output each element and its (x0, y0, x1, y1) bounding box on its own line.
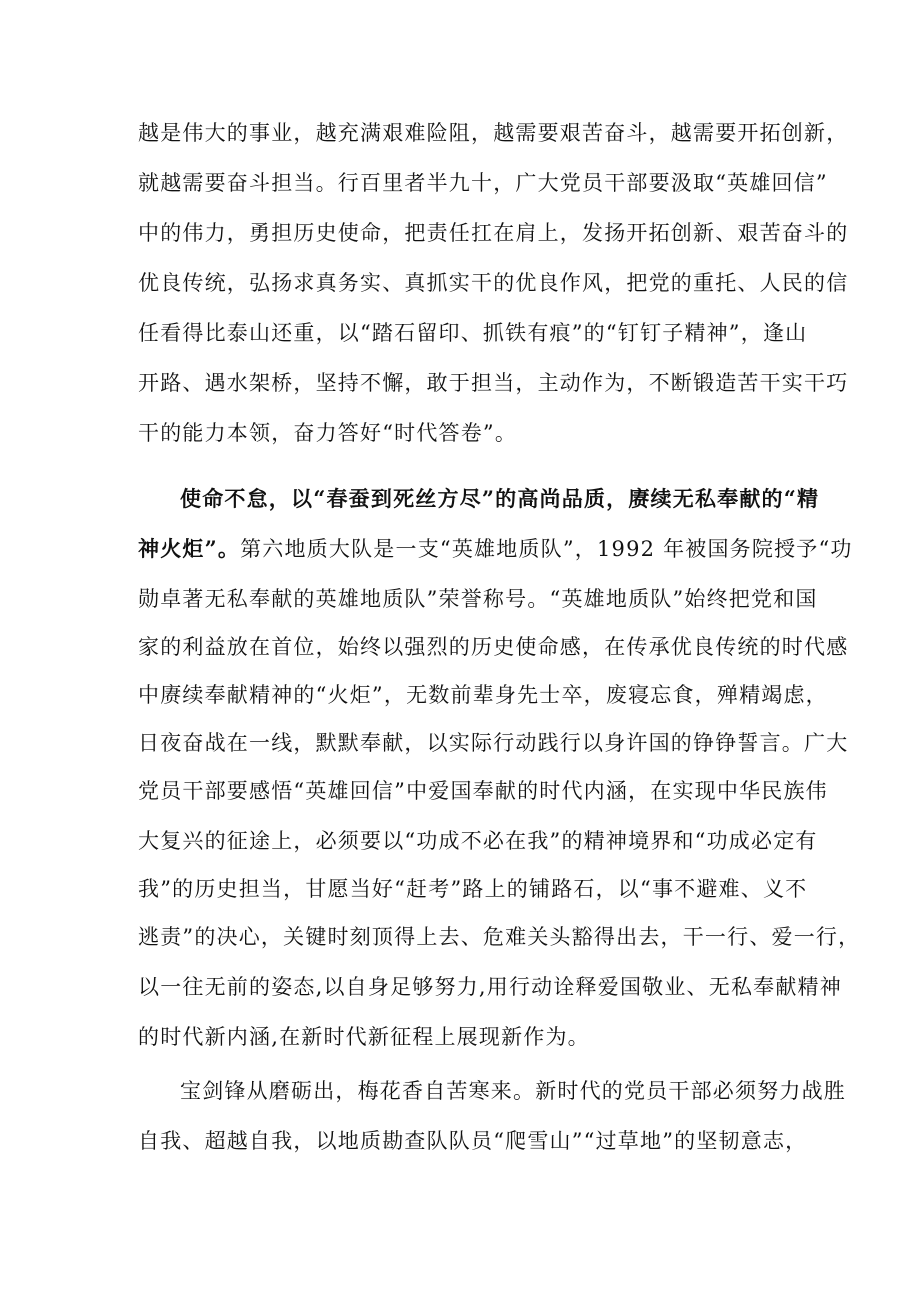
paragraph-2-line-3: 勋卓著无私奉献的英雄地质队”荣誉称号。“英雄地质队”始终把党和国 (138, 587, 818, 611)
paragraph-2-line-12: 的时代新内涵,在新时代新征程上展现新作为。 (138, 1025, 590, 1049)
paragraph-2-line-2-text: 第六地质大队是一支“英雄地质队”，1992 年被国务院授予“功 (240, 537, 853, 561)
paragraph-3-line-1: 宝剑锋从磨砺出，梅花香自苦寒来。新时代的党员干部必须努力战胜 (180, 1079, 846, 1103)
paragraph-2-heading-line-1: 使命不怠，以“春蚕到死丝方尽”的高尚品质，赓续无私奉献的“精 (180, 486, 820, 511)
paragraph-1-line-5: 任看得比泰山还重，以“踏石留印、抓铁有痕”的“钉钉子精神”，逢山 (138, 321, 808, 345)
paragraph-1-line-3: 中的伟力，勇担历史使命，把责任扛在肩上，发扬开拓创新、艰苦奋斗的 (138, 221, 849, 245)
paragraph-2-heading-end: 神火炬”。 (138, 536, 241, 561)
paragraph-3-line-2: 自我、超越自我，以地质勘查队队员“爬雪山”“过草地”的坚韧意志， (138, 1129, 808, 1153)
paragraph-2-line-11: 以一往无前的姿态,以自身足够努力,用行动诠释爱国敬业、无私奉献精神 (138, 975, 842, 999)
paragraph-2-line-8: 大复兴的征途上，必须要以“功成不必在我”的精神境界和“功成必定有 (138, 829, 818, 853)
paragraph-2-line-6: 日夜奋战在一线，默默奉献，以实际行动践行以身许国的铮铮誓言。广大 (138, 731, 849, 755)
paragraph-1-line-2: 就越需要奋斗担当。行百里者半九十，广大党员干部要汲取“英雄回信” (138, 171, 828, 195)
paragraph-2-line-10: 逃责”的决心，关键时刻顶得上去、危难关头豁得出去，干一行、爱一行， (138, 925, 861, 949)
paragraph-1-line-7: 干的能力本领，奋力答好“时代答卷”。 (138, 421, 518, 445)
paragraph-2-line-5: 中赓续奉献精神的“火炬”，无数前辈身先士卒，废寝忘食，殚精竭虑， (138, 683, 828, 707)
paragraph-2-line-9: 我”的历史担当，甘愿当好“赶考”路上的铺路石，以“事不避难、义不 (138, 877, 808, 901)
paragraph-2-line-2 (138, 534, 853, 564)
paragraph-2-line-4: 家的利益放在首位，始终以强烈的历史使命感，在传承优良传统的时代感 (138, 635, 849, 659)
paragraph-1-line-6: 开路、遇水架桥，坚持不懈，敢于担当，主动作为，不断锻造苦干实干巧 (138, 371, 849, 395)
paragraph-1-line-1: 越是伟大的事业，越充满艰难险阻，越需要艰苦奋斗，越需要开拓创新， (138, 121, 849, 145)
paragraph-2-line-7: 党员干部要感悟“英雄回信”中爱国奉献的时代内涵，在实现中华民族伟 (138, 779, 828, 803)
paragraph-1-line-4: 优良传统，弘扬求真务实、真抓实干的优良作风，把党的重托、人民的信 (138, 271, 849, 295)
